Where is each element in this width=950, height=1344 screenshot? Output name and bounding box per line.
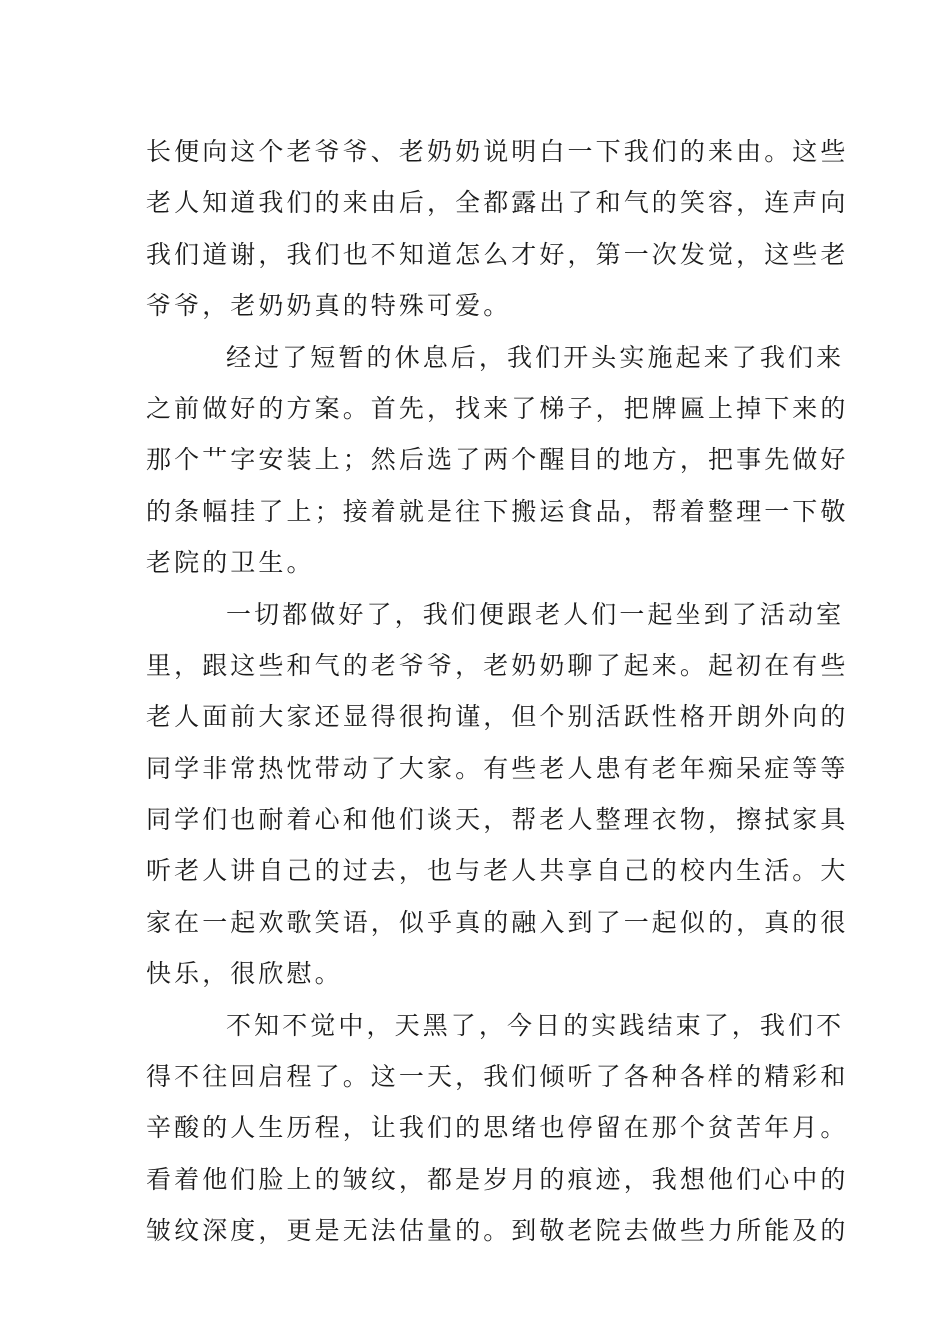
text-line: 辛酸的人生历程，让我们的思绪也停留在那个贫苦年月。: [146, 1113, 849, 1143]
text-line: 同学们也耐着心和他们谈天，帮老人整理衣物，擦拭家具: [146, 805, 849, 835]
body-text: [146, 126, 849, 1257]
text-line: 得不往回启程了。这一天，我们倾听了各种各样的精彩和: [146, 1062, 849, 1092]
text-line: 同学非常热忱带动了大家。有些老人患有老年痴呆症等等: [146, 753, 849, 783]
text-line: 长便向这个老爷爷、老奶奶说明白一下我们的来由。这些: [146, 137, 849, 166]
text-line: 爷爷，老奶奶真的特殊可爱。: [146, 291, 512, 321]
text-line: 老院的卫生。: [146, 548, 315, 578]
text-line: 里，跟这些和气的老爷爷，老奶奶聊了起来。起初在有些: [146, 650, 849, 680]
text-line: 老人面前大家还显得很拘谨，但个别活跃性格开朗外向的: [146, 702, 849, 732]
text-line: 皱纹深度，更是无法估量的。到敬老院去做些力所能及的: [146, 1216, 849, 1246]
text-line: 的条幅挂了上；接着就是往下搬运食品，帮着整理一下敬: [146, 496, 849, 526]
text-line: 我们道谢，我们也不知道怎么才好，第一次发觉，这些老: [146, 239, 849, 269]
text-line: 看着他们脸上的皱纹，都是岁月的痕迹，我想他们心中的: [146, 1164, 849, 1194]
text-line: 快乐，很欣慰。: [146, 959, 343, 989]
paragraph-first-line: 经过了短暂的休息后，我们开头实施起来了我们来: [226, 342, 845, 372]
text-line: 之前做好的方案。首先，找来了梯子，把牌匾上掉下来的: [146, 393, 849, 423]
paragraph-first-line: 一切都做好了，我们便跟老人们一起坐到了活动室: [226, 599, 845, 629]
text-line: 那个艹字安装上；然后选了两个醒目的地方，把事先做好: [146, 445, 849, 475]
text-line: 老人知道我们的来由后，全都露出了和气的笑容，连声向: [146, 188, 849, 218]
text-line: 家在一起欢歌笑语，似乎真的融入到了一起似的，真的很: [146, 907, 849, 937]
paragraph-first-line: 不知不觉中，天黑了，今日的实践结束了，我们不: [226, 1010, 845, 1040]
text-line: 听老人讲自己的过去，也与老人共享自己的校内生活。大: [146, 856, 849, 886]
